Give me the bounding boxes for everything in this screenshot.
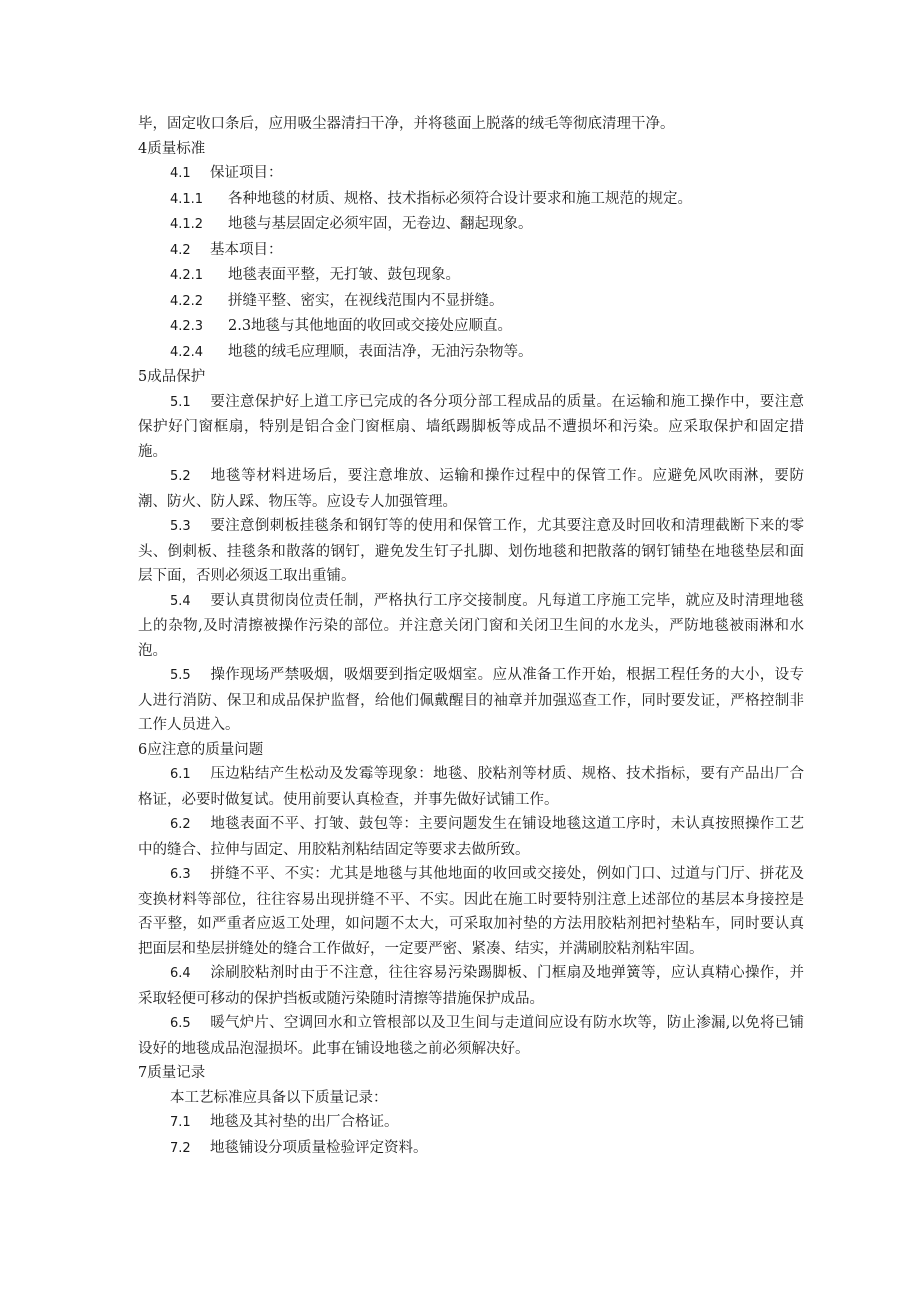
para-5-1-number: 5.1 — [170, 394, 191, 410]
item-7-1-number: 7.1 — [170, 1115, 191, 1130]
para-5-5-number: 5.5 — [170, 668, 191, 683]
para-5-3-number: 5.3 — [170, 519, 191, 534]
para-5-2-number: 5.2 — [170, 469, 191, 484]
section-7-lead: 本工艺标准应具备以下质量记录： — [170, 1089, 388, 1106]
para-5-5-text: 操作现场严禁吸烟，吸烟要到指定吸烟室。应从准备工作开始，根据工程任务的大小，设专人进行消防、保卫和成品保护监督，给他们佩戴醒目的袖章并加强巡查工作，同时要发证，严格控制非工作人员进入。 — [138, 667, 804, 733]
intro-paragraph: 毕，固定收口条后，应用吸尘器清扫干净，并将毯面上脱落的绒毛等彻底清理干净。 — [138, 116, 675, 132]
item-4-2-4 — [138, 340, 804, 366]
para-5-3-text: 要注意倒刺板挂毯条和钢钉等的使用和保管工作，尤其要注意及时回收和清理截断下来的零头、倒刺板、挂毯条和散落的钢钉，避免发生钉子扎脚、划伤地毯和把散落的钢钉铺垫在地毯垫层和面层下面，否则必须返工取出重铺。 — [138, 518, 804, 584]
section-5-title: 5成品保护 — [138, 369, 206, 385]
section-4-title: 4质量标准 — [138, 140, 206, 157]
item-4-2-1-number: 4.2.1 — [170, 268, 204, 283]
item-4-2-3-text: 2.3地毯与其他地面的收回或交接处应顺直。 — [228, 318, 513, 334]
para-6-5-number: 6.5 — [170, 1016, 191, 1031]
section-7-title: 7质量记录 — [138, 1065, 206, 1081]
item-7-1 — [138, 1110, 804, 1136]
para-5-2 — [138, 464, 804, 514]
para-6-4-text: 涂刷胶粘剂时由于不注意，往往容易污染踢脚板、门框扇及地弹簧等，应认真精心操作，并采取轻便可移动的保护挡板或随污染随时清擦等措施保护成品。 — [138, 965, 804, 1007]
item-7-1-text: 地毯及其衬垫的出厂合格证。 — [210, 1114, 399, 1130]
item-7-2-number: 7.2 — [170, 1140, 191, 1156]
section-5-heading — [138, 365, 804, 390]
para-6-3 — [138, 862, 804, 961]
item-4-2-2-text: 拼缝平整、密实，在视线范围内不显拼缝。 — [228, 292, 504, 309]
item-4-2-2-number: 4.2.2 — [170, 293, 204, 309]
para-5-4-number: 5.4 — [170, 593, 191, 609]
para-5-2-text: 地毯等材料进场后，要注意堆放、运输和操作过程中的保管工作。应避免风吹雨淋，要防潮、防火、防人踩、物压等。应设专人加强管理。 — [138, 468, 804, 510]
item-4-1-1-text: 各种地毯的材质、规格、技术指标必须符合设计要求和施工规范的规定。 — [228, 190, 692, 207]
para-5-1-text: 要注意保护好上道工序已完成的各分项分部工程成品的质量。在运输和施工操作中，要注意保护好门窗框扇，特别是铝合金门窗框扇、墙纸踢脚板等成品不遭损坏和污染。应采取保护和固定措施。 — [138, 393, 804, 460]
para-6-2-number: 6.2 — [170, 817, 191, 832]
item-4-2 — [138, 238, 804, 264]
para-6-2 — [138, 812, 804, 862]
para-6-5-text: 暖气炉片、空调回水和立管根部以及卫生间与走道间应设有防水坎等，防止渗漏,以免将已铺设好的地毯成品泡湿损坏。此事在铺设地毯之前必须解决好。 — [138, 1015, 804, 1057]
para-5-4 — [138, 589, 804, 664]
para-5-3 — [138, 514, 804, 589]
item-4-2-2 — [138, 289, 804, 315]
item-7-2 — [138, 1136, 804, 1162]
item-4-1-text: 保证项目： — [210, 165, 283, 181]
para-6-3-number: 6.3 — [170, 867, 191, 882]
item-4-2-4-text: 地毯的绒毛应理顺，表面洁净，无油污杂物等。 — [228, 343, 533, 360]
item-7-2-text: 地毯铺设分项质量检验评定资料。 — [210, 1139, 428, 1156]
item-4-1-2-number: 4.1.2 — [170, 217, 204, 232]
para-6-4-number: 6.4 — [170, 966, 191, 981]
item-4-1-2-text: 地毯与基层固定必须牢固，无卷边、翻起现象。 — [228, 216, 533, 232]
section-6-title: 6应注意的质量问题 — [138, 741, 264, 758]
para-6-4 — [138, 961, 804, 1011]
section-6-heading — [138, 738, 804, 763]
item-4-1 — [138, 161, 804, 187]
item-4-2-4-number: 4.2.4 — [170, 344, 204, 360]
para-6-1 — [138, 762, 804, 812]
para-5-4-text: 要认真贯彻岗位责任制，严格执行工序交接制度。凡每道工序施工完毕，就应及时清理地毯上的杂物,及时清擦被操作污染的部位。并注意关闭门窗和关闭卫生间的水龙头，严防地毯被雨淋和水泡。 — [138, 592, 804, 659]
item-4-2-text: 基本项目： — [210, 241, 283, 258]
section-7-heading — [138, 1061, 804, 1086]
para-6-5 — [138, 1011, 804, 1061]
item-4-2-number: 4.2 — [170, 242, 191, 258]
item-4-2-1-text: 地毯表面平整，无打皱、鼓包现象。 — [228, 267, 460, 283]
section-4-heading — [138, 137, 804, 162]
para-5-1 — [138, 390, 804, 465]
para-6-1-text: 压边粘结产生松动及发霉等现象：地毯、胶粘剂等材质、规格、技术指标，要有产品出厂合格证，必要时做复试。使用前要认真检查，并事先做好试铺工作。 — [138, 766, 804, 808]
item-4-1-1-number: 4.1.1 — [170, 191, 204, 207]
item-4-2-1 — [138, 263, 804, 289]
para-6-2-text: 地毯表面不平、打皱、鼓包等：主要问题发生在铺设地毯这道工序时，未认真按照操作工艺中的缝合、拉伸与固定、用胶粘剂粘结固定等要求去做所致。 — [138, 816, 804, 858]
item-4-1-2 — [138, 212, 804, 238]
item-4-2-3-number: 4.2.3 — [170, 319, 204, 334]
para-5-5 — [138, 663, 804, 738]
document-body — [138, 112, 804, 1161]
item-4-2-3 — [138, 314, 804, 340]
para-6-3-text: 拼缝不平、不实：尤其是地毯与其他地面的收回或交接处，例如门口、过道与门厅、拼花及变换材料等部位，往往容易出现拼缝不平、不实。因此在施工时要特别注意上述部位的基层本身接控是否平整，如严重者应返工处理，如问题不太大，可采取加衬垫的方法用胶粘剂把衬垫粘车，同时要认真把面层和垫层拼缝处的缝合工作做好，一定要严密、紧凑、结实，并满刷胶粘剂粘牢固。 — [138, 866, 804, 957]
item-4-1-1 — [138, 187, 804, 213]
para-6-1-number: 6.1 — [170, 767, 191, 782]
item-4-1-number: 4.1 — [170, 166, 191, 181]
